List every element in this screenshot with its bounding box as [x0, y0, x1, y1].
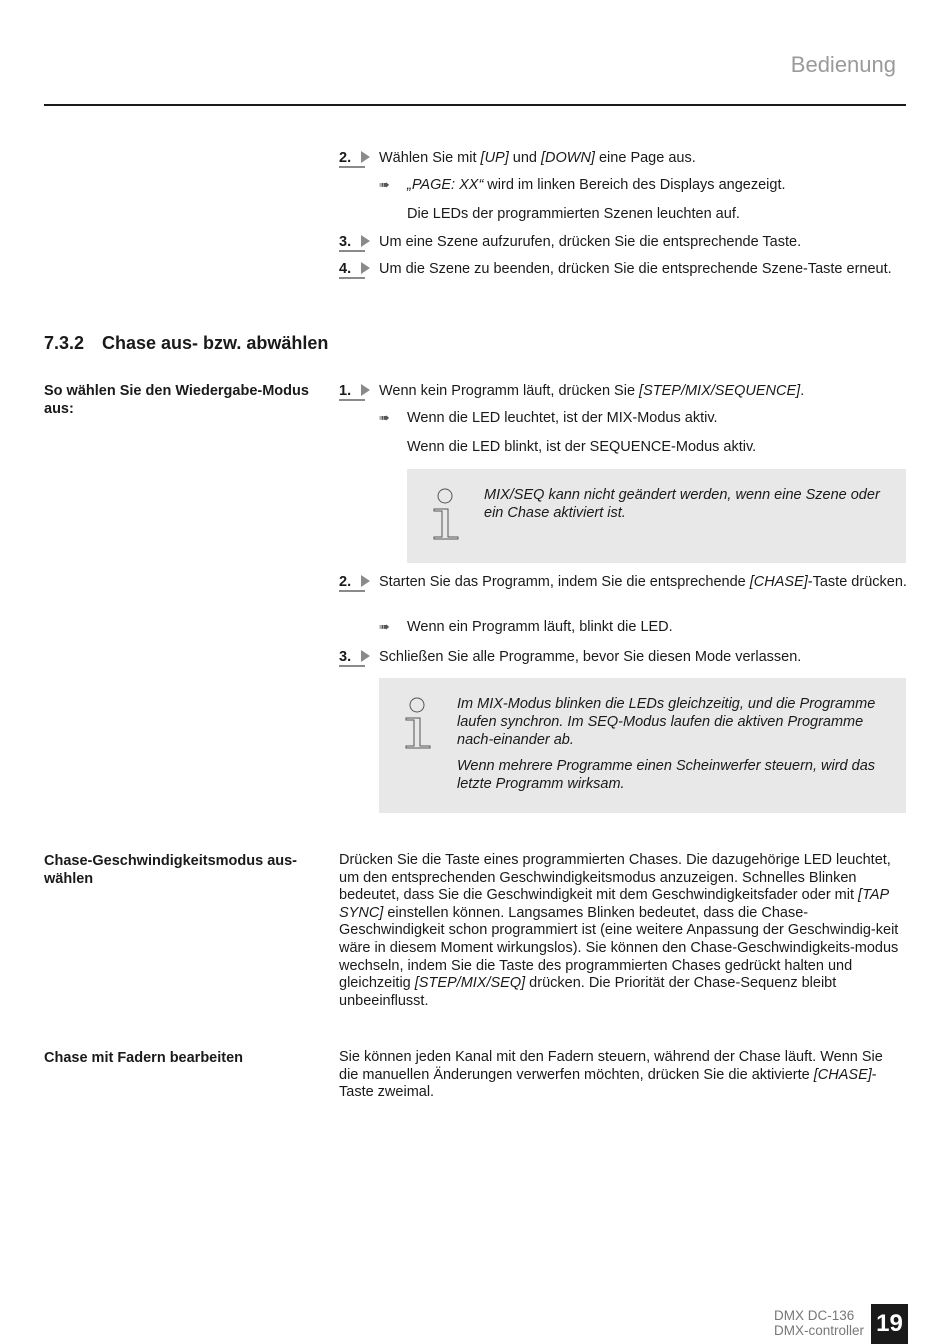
side-label-speed: Chase-Geschwindigkeitsmodus aus-wählen [44, 853, 298, 887]
step-number: 4. [339, 260, 359, 278]
result-arrow-icon: ➠ [379, 410, 390, 425]
step-arrow-icon [361, 575, 370, 587]
plain-text: Die LEDs der programmierten Szenen leuchten auf. [407, 206, 740, 222]
body-paragraph: Sie können jeden Kanal mit den Fadern steuern, während der Chase läuft. Wenn Sie die manuellen Änderungen verwerfen möchten, drücken Sie die aktivierte [CHASE]-Taste zweimal. [339, 1049, 883, 1101]
info-icon [431, 488, 461, 544]
result-text: „PAGE: XX“ wird im linken Bereich des Displays angezeigt. [407, 177, 786, 193]
section-number: 7.3.2 [44, 333, 85, 353]
step-number: 3. [339, 233, 359, 251]
step-arrow-icon [361, 235, 370, 247]
result-arrow-icon: ➠ [379, 619, 390, 634]
note-text: MIX/SEQ kann nicht geändert werden, wenn eine Szene oder ein Chase aktiviert ist. [484, 487, 880, 521]
footer-model-type: DMX-controller [773, 1323, 864, 1338]
header-rule [44, 104, 906, 106]
step-text: Um eine Szene aufzurufen, drücken Sie die entsprechende Taste. [379, 234, 802, 250]
step-text: Wählen Sie mit [UP] und [DOWN] eine Page aus. [379, 150, 696, 166]
note-text: Im MIX-Modus blinken die LEDs gleichzeitig, und die Programme laufen synchron. Im SEQ-Modus laufen die aktiven Programme nach-einander ab. [457, 696, 876, 748]
footer-model-name: DMX DC-136 [773, 1308, 855, 1323]
step-arrow-icon [361, 151, 370, 163]
info-icon [403, 697, 433, 753]
plain-text: Wenn die LED blinkt, ist der SEQUENCE-Modus aktiv. [407, 439, 757, 455]
step-text: Schließen Sie alle Programme, bevor Sie diesen Mode verlassen. [379, 649, 802, 665]
header-title: Bedienung [790, 52, 896, 77]
info-note [379, 678, 906, 813]
step-text: Wenn kein Programm läuft, drücken Sie [STEP/MIX/SEQUENCE]. [379, 383, 805, 399]
result-text: Wenn ein Programm läuft, blinkt die LED. [407, 619, 673, 635]
body-paragraph: Drücken Sie die Taste eines programmierten Chases. Die dazugehörige LED leuchtet, um den entsprechenden Geschwindigkeitsmodus anzuzeigen. Schnelles Blinken bedeutet, dass Sie die Geschwindigkeit mit dem Geschwindigkeitsfader oder mit [TAP SYNC] einstellen können. Langsames Blinken bedeutet, dass die Chase-Geschwindigkeit schon programmiert ist (eine weitere Anpassung der Geschwindig-keit wäre in diesem Moment wirkungslos). Sie können den Chase-Geschwindigkeits-modus wechseln, indem Sie die Taste des programmierten Chases gedrückt halten und gleichzeitig [STEP/MIX/SEQ] drücken. Die Priorität der Chase-Sequenz bleibt unbeeinflusst. [339, 852, 899, 1009]
step-number: 2. [339, 149, 359, 167]
step-text: Starten Sie das Programm, indem Sie die entsprechende [CHASE]-Taste drücken. [379, 574, 907, 590]
step-text: Um die Szene zu beenden, drücken Sie die entsprechende Szene-Taste erneut. [379, 261, 892, 277]
note-text: Wenn mehrere Programme einen Scheinwerfer steuern, wird das letzte Programm wirksam. [457, 758, 876, 792]
footer-model [774, 1308, 864, 1338]
step-number: 2. [339, 573, 359, 591]
result-text: Wenn die LED leuchtet, ist der MIX-Modus aktiv. [407, 410, 718, 426]
step-arrow-icon [361, 262, 370, 274]
side-label-faders: Chase mit Fadern bearbeiten [44, 1050, 244, 1066]
section-title [44, 333, 328, 354]
section-heading: Chase aus- bzw. abwählen [102, 333, 329, 353]
step-number: 1. [339, 382, 359, 400]
page-number: 19 [871, 1304, 908, 1344]
result-arrow-icon: ➠ [379, 177, 390, 192]
step-number: 3. [339, 648, 359, 666]
step-arrow-icon [361, 384, 370, 396]
side-label-playback: So wählen Sie den Wiedergabe-Modus aus: [44, 383, 309, 417]
info-note [407, 469, 906, 563]
step-arrow-icon [361, 650, 370, 662]
